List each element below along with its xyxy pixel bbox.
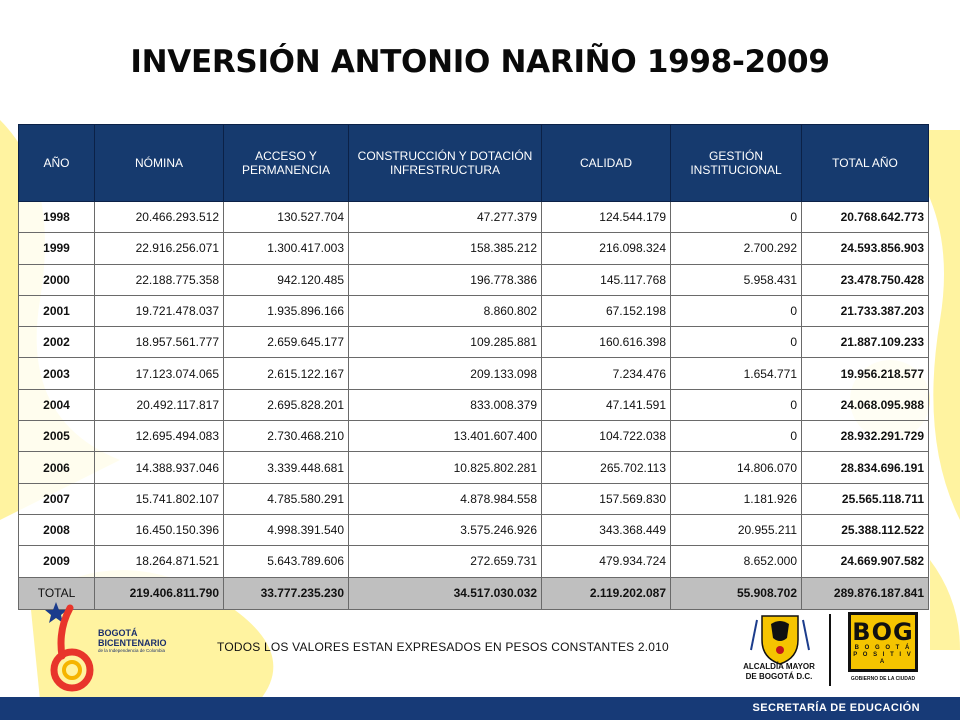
value-cell: 20.492.117.817	[95, 389, 224, 420]
value-cell: 8.652.000	[671, 546, 802, 577]
value-cell: 1.300.417.003	[224, 233, 349, 264]
table-row	[19, 389, 929, 420]
value-cell: 1.181.926	[671, 483, 802, 514]
year-cell: 2009	[19, 546, 95, 577]
year-cell: 2006	[19, 452, 95, 483]
value-cell: 14.388.937.046	[95, 452, 224, 483]
year-cell: 2007	[19, 483, 95, 514]
value-cell: 20.768.642.773	[802, 202, 929, 233]
value-cell: 272.659.731	[349, 546, 542, 577]
value-cell: 7.234.476	[542, 358, 671, 389]
value-cell: 4.998.391.540	[224, 514, 349, 545]
investment-table	[18, 124, 929, 610]
value-cell: 2.659.645.177	[224, 327, 349, 358]
value-cell: 216.098.324	[542, 233, 671, 264]
column-header: ACCESO Y PERMANENCIA	[224, 125, 349, 202]
value-cell: 18.264.871.521	[95, 546, 224, 577]
year-cell: 2001	[19, 295, 95, 326]
total-value-cell: 34.517.030.032	[349, 577, 542, 609]
total-value-cell: 289.876.187.841	[802, 577, 929, 609]
table-row	[19, 358, 929, 389]
column-header: GESTIÓN INSTITUCIONAL	[671, 125, 802, 202]
value-cell: 3.575.246.926	[349, 514, 542, 545]
year-cell: 2004	[19, 389, 95, 420]
table-row	[19, 233, 929, 264]
value-cell: 47.141.591	[542, 389, 671, 420]
table-row	[19, 514, 929, 545]
value-cell: 160.616.398	[542, 327, 671, 358]
value-cell: 19.956.218.577	[802, 358, 929, 389]
value-cell: 4.785.580.291	[224, 483, 349, 514]
value-cell: 15.741.802.107	[95, 483, 224, 514]
year-cell: 1999	[19, 233, 95, 264]
value-cell: 196.778.386	[349, 264, 542, 295]
page-title: INVERSIÓN ANTONIO NARIÑO 1998-2009	[130, 44, 830, 80]
table-row	[19, 202, 929, 233]
value-cell: 24.669.907.582	[802, 546, 929, 577]
value-cell: 8.860.802	[349, 295, 542, 326]
value-cell: 17.123.074.065	[95, 358, 224, 389]
table-row	[19, 452, 929, 483]
value-cell: 25.388.112.522	[802, 514, 929, 545]
table-row	[19, 546, 929, 577]
value-cell: 0	[671, 421, 802, 452]
value-cell: 5.643.789.606	[224, 546, 349, 577]
year-cell: 1998	[19, 202, 95, 233]
total-value-cell: 33.777.235.230	[224, 577, 349, 609]
value-cell: 2.700.292	[671, 233, 802, 264]
alcaldia-mayor-label	[733, 662, 825, 682]
value-cell: 124.544.179	[542, 202, 671, 233]
value-cell: 24.593.856.903	[802, 233, 929, 264]
value-cell: 265.702.113	[542, 452, 671, 483]
value-cell: 47.277.379	[349, 202, 542, 233]
value-cell: 28.932.291.729	[802, 421, 929, 452]
value-cell: 5.958.431	[671, 264, 802, 295]
value-cell: 28.834.696.191	[802, 452, 929, 483]
value-cell: 157.569.830	[542, 483, 671, 514]
value-cell: 16.450.150.396	[95, 514, 224, 545]
bogota-positiva-logo	[848, 612, 918, 672]
table-row	[19, 483, 929, 514]
value-cell: 145.117.768	[542, 264, 671, 295]
total-value-cell: 55.908.702	[671, 577, 802, 609]
bicentenario-subtitle: de la Independencia de Colombia	[98, 648, 166, 653]
value-cell: 25.565.118.711	[802, 483, 929, 514]
value-cell: 2.615.122.167	[224, 358, 349, 389]
value-cell: 10.825.802.281	[349, 452, 542, 483]
table-row	[19, 421, 929, 452]
year-cell: 2005	[19, 421, 95, 452]
bicentenario-line2: BICENTENARIO	[98, 638, 167, 648]
column-header: AÑO	[19, 125, 95, 202]
value-cell: 21.887.109.233	[802, 327, 929, 358]
bog-sub-positiva: P O S I T I V A	[853, 652, 913, 665]
value-cell: 1.654.771	[671, 358, 802, 389]
table-row	[19, 295, 929, 326]
value-cell: 104.722.038	[542, 421, 671, 452]
value-cell: 158.385.212	[349, 233, 542, 264]
table-body	[19, 202, 929, 578]
value-cell: 22.188.775.358	[95, 264, 224, 295]
value-cell: 21.733.387.203	[802, 295, 929, 326]
investment-table-container	[18, 124, 928, 610]
value-cell: 0	[671, 327, 802, 358]
value-cell: 209.133.098	[349, 358, 542, 389]
alcaldia-line1: ALCALDÍA MAYOR	[743, 662, 815, 671]
value-cell: 13.401.607.400	[349, 421, 542, 452]
total-value-cell: 2.119.202.087	[542, 577, 671, 609]
column-header: NÓMINA	[95, 125, 224, 202]
value-cell: 12.695.494.083	[95, 421, 224, 452]
bicentenario-line1: BOGOTÁ	[98, 628, 138, 638]
logo-divider	[829, 614, 831, 686]
value-cell: 2.695.828.201	[224, 389, 349, 420]
value-cell: 343.368.449	[542, 514, 671, 545]
value-cell: 109.285.881	[349, 327, 542, 358]
value-cell: 24.068.095.988	[802, 389, 929, 420]
value-cell: 0	[671, 295, 802, 326]
value-cell: 833.008.379	[349, 389, 542, 420]
total-value-cell: 219.406.811.790	[95, 577, 224, 609]
value-cell: 1.935.896.166	[224, 295, 349, 326]
total-label-cell: TOTAL	[19, 577, 95, 609]
currency-note: TODOS LOS VALORES ESTAN EXPRESADOS EN PESOS CONSTANTES 2.010	[217, 640, 669, 654]
value-cell: 942.120.485	[224, 264, 349, 295]
footer-bar	[0, 697, 960, 720]
value-cell: 130.527.704	[224, 202, 349, 233]
year-cell: 2008	[19, 514, 95, 545]
year-cell: 2000	[19, 264, 95, 295]
column-header: CONSTRUCCIÓN Y DOTACIÓN INFRESTRUCTURA	[349, 125, 542, 202]
value-cell: 0	[671, 389, 802, 420]
year-cell: 2002	[19, 327, 95, 358]
bicentenario-wordmark	[98, 628, 167, 654]
value-cell: 20.466.293.512	[95, 202, 224, 233]
footer-secretaria: SECRETARÍA DE EDUCACIÓN	[752, 702, 920, 714]
value-cell: 20.955.211	[671, 514, 802, 545]
table-row	[19, 327, 929, 358]
column-header: TOTAL AÑO	[802, 125, 929, 202]
bog-sub-bogota: B O G O T Á	[854, 645, 912, 651]
table-row	[19, 264, 929, 295]
alcaldia-line2: DE BOGOTÁ D.C.	[745, 672, 813, 681]
value-cell: 0	[671, 202, 802, 233]
value-cell: 19.721.478.037	[95, 295, 224, 326]
value-cell: 2.730.468.210	[224, 421, 349, 452]
table-header-row	[19, 125, 929, 202]
value-cell: 4.878.984.558	[349, 483, 542, 514]
year-cell: 2003	[19, 358, 95, 389]
value-cell: 14.806.070	[671, 452, 802, 483]
value-cell: 479.934.724	[542, 546, 671, 577]
column-header: CALIDAD	[542, 125, 671, 202]
bog-wordmark: BOG	[852, 618, 914, 646]
value-cell: 67.152.198	[542, 295, 671, 326]
value-cell: 23.478.750.428	[802, 264, 929, 295]
value-cell: 22.916.256.071	[95, 233, 224, 264]
gobierno-label: GOBIERNO DE LA CIUDAD	[850, 676, 916, 682]
value-cell: 3.339.448.681	[224, 452, 349, 483]
value-cell: 18.957.561.777	[95, 327, 224, 358]
